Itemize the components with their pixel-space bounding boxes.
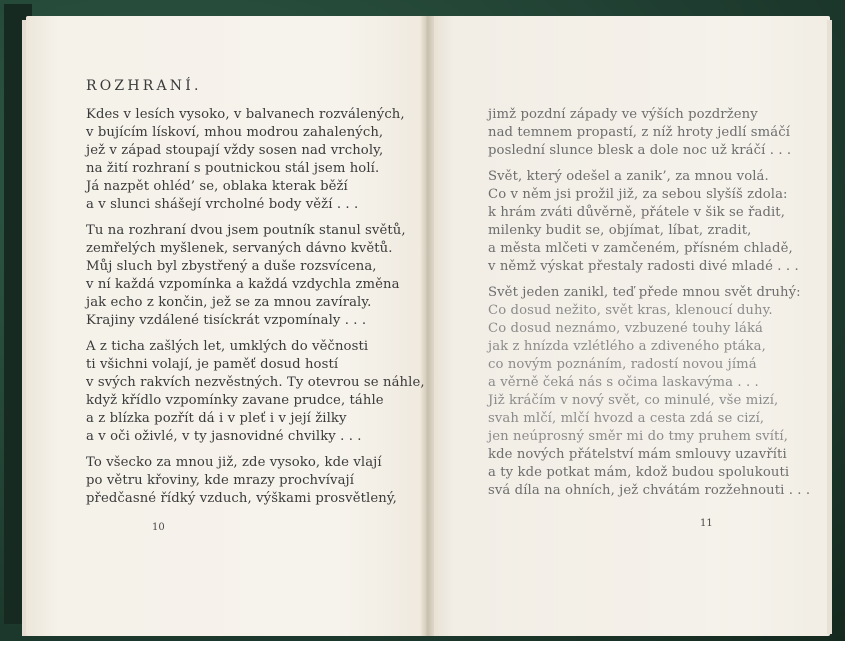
- verse-line: ti všichni volají, je paměť dosud hostí: [86, 357, 339, 372]
- verse-line: Co v něm jsi prožil již, za sebou slyšíš zdola:: [488, 187, 788, 202]
- verse-line: poslední slunce blesk a dole noc už kráčí . . .: [488, 143, 792, 158]
- verse-line: jen neúprosný směr mi do tmy pruhem svítí,: [488, 429, 789, 444]
- page-number-right: 11: [700, 518, 713, 529]
- verse-line: A z ticha zašlých let, umklých do věčnosti: [86, 339, 369, 354]
- poem-title: ROZHRANÍ.: [86, 78, 202, 94]
- verse-line: jež v západ stoupají vždy sosen nad vrcholy,: [86, 143, 384, 158]
- verse-line: co novým poznáním, radostí novou jímá: [488, 357, 757, 372]
- verse-line: a města mlčeti v zamčeném, přísném chladě,: [488, 241, 793, 256]
- verse-line: svah mlčí, mlčí hvozd a cesta zdá se cizí,: [488, 411, 765, 426]
- verse-line: Tu na rozhraní dvou jsem poutník stanul světů,: [86, 223, 406, 238]
- verse-line: když křídlo vzpomínky zavane prudce, táhle: [86, 393, 384, 408]
- verse-line: v bujícím lískoví, mhou modrou zahalených,: [86, 125, 384, 140]
- verse-line: a věrně čeká nás s očima laskavýma . . .: [488, 375, 759, 390]
- verse-line: jimž pozdní západy ve výších pozdrženy: [488, 107, 758, 122]
- verse-line: jak z hnízda vzlétlého a zdiveného ptáka,: [488, 339, 766, 354]
- verse-line: a v oči oživlé, v ty jasnovidné chvilky . . .: [86, 429, 362, 444]
- verse-line: Můj sluch byl zbystřený a duše rozsvícena,: [86, 259, 377, 274]
- verse-line: v ní každá vzpomínka a každá vzdychla změna: [86, 277, 400, 292]
- verse-line: v němž výskat přestaly radosti divé mladé . . .: [488, 259, 799, 274]
- verse-line: a v slunci shášejí vrcholné body věží . . .: [86, 197, 359, 212]
- verse-line: To všecko za mnou již, zde vysoko, kde vlají: [86, 455, 382, 470]
- verse-line: na žití rozhraní s poutnickou stál jsem holí.: [86, 161, 380, 176]
- verse-line: po větru křoviny, kde mrazy prochvívají: [86, 473, 355, 488]
- book-gutter: [420, 16, 434, 636]
- verse-line: jak echo z končin, jež se za mnou zavíraly.: [86, 295, 372, 310]
- verse-line: zemřelých myšlenek, servaných dávno květů.: [86, 241, 393, 256]
- verse-line: v svých rakvích nezvěstných. Ty otevrou se náhle,: [86, 375, 425, 390]
- verse-line: svá díla na ohních, jež chvátám rozžehnouti . . .: [488, 483, 811, 498]
- right-page-edges: [827, 20, 832, 634]
- verse-line: předčasné řídký vzduch, výškami prosvětlený,: [86, 491, 397, 506]
- verse-line: a z blízka pozřít dá i v pleť i v její žilky: [86, 411, 347, 426]
- verse-line: Já nazpět ohléd’ se, oblaka kterak běží: [86, 179, 348, 194]
- verse-line: k hrám zváti důvěrně, přátele v šik se řadit,: [488, 205, 786, 220]
- verse-line: a ty kde potkat mám, kdož budou spolukouti: [488, 465, 790, 480]
- verse-line: milenky budit se, objímat, líbat, zradit,: [488, 223, 752, 238]
- verse-line: kde nových přátelství mám smlouvy uzavříti: [488, 447, 787, 462]
- verse-line: Svět, který odešel a zanik’, za mnou volá.: [488, 169, 769, 184]
- verse-line: nad temnem propastí, z níž hroty jedlí smáčí: [488, 125, 791, 140]
- verse-line: Svět jeden zanikl, teď přede mnou svět druhý:: [488, 285, 801, 300]
- verse-line: Kdes v lesích vysoko, v balvanech rozválených,: [86, 107, 405, 122]
- verse-line: Co dosud neznámo, vzbuzené touhy láká: [488, 321, 764, 336]
- verse-line: Krajiny vzdálené tisíckrát vzpomínaly . . .: [86, 313, 367, 328]
- verse-line: Již kráčím v nový svět, co minulé, vše mizí,: [488, 393, 779, 408]
- verse-line: Co dosud nežito, svět kras, klenoucí duhy.: [488, 303, 773, 318]
- page-number-left: 10: [152, 522, 165, 533]
